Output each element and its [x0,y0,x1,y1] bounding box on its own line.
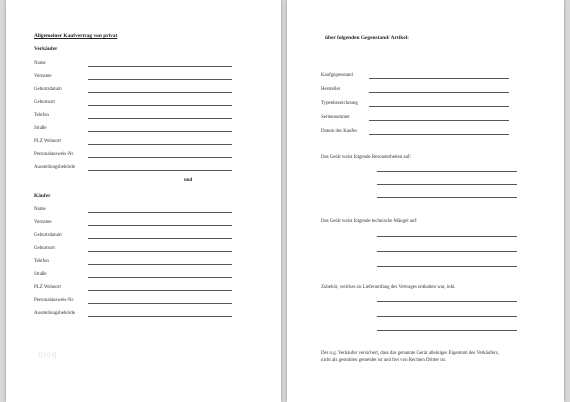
footer-declaration-1: Der o.g. Verkäufer versichert, dass das genannte Gerät alleiniges Eigentum des Verkäufers, [321,351,499,356]
accessories-line [377,330,517,331]
seller-field-line [88,144,232,145]
buyer-field-line [88,277,232,278]
item-field-label: Seriennummer [321,115,350,120]
seller-field-label: Name [34,61,46,66]
item-field-label: Typenbezeichnung [321,101,358,106]
buyer-field-label: Ausstellungsbehörde [34,311,76,316]
buyer-field-line [88,264,232,265]
buyer-heading: Käufer [34,193,51,199]
seller-field-line [88,66,232,67]
seller-field-label: PLZ Wohnort [34,139,61,144]
buyer-field-label: Telefon [34,259,49,264]
buyer-field-line [88,251,232,252]
buyer-field-line [88,225,232,226]
defects-line [377,236,517,237]
special-features-line [377,171,517,172]
seller-field-line [88,118,232,119]
seller-field-label: Geburtsort [34,100,55,105]
seller-field-line [88,92,232,93]
item-title: über folgenden Gegenstand/ Artikel: [325,35,409,41]
seller-field-line [88,79,232,80]
buyer-field-line [88,238,232,239]
seller-field-line [88,131,232,132]
special-features-line [377,184,517,185]
buyer-field-label: PLZ Wohnort [34,285,61,290]
watermark: blog [38,350,58,359]
special-features-line [377,197,517,198]
item-field-line [369,78,509,79]
accessories-label: Zubehör, welches zu Lieferumfang des Vertrages enthalten war, inkl. [321,285,456,290]
buyer-field-label: Straße [34,272,47,277]
item-field-line [369,120,509,121]
seller-field-label: Personalausweis-Nr. [34,152,75,157]
item-field-line [369,106,509,107]
seller-field-label: Straße [34,126,47,131]
accessories-line [377,316,517,317]
buyer-field-label: Name [34,207,46,212]
seller-field-label: Telefon [34,113,49,118]
item-field-line [369,134,509,135]
special-features-label: Das Gerät weist folgende Besonderheiten auf: [321,155,412,160]
seller-field-line [88,170,232,171]
accessories-line [377,301,517,302]
buyer-field-line [88,290,232,291]
item-field-label: Kaufgegenstand [321,73,353,78]
contract-title: Allgemeiner Kaufvertrag von privat [34,33,118,39]
buyer-field-label: Vorname [34,220,52,225]
buyer-field-line [88,316,232,317]
buyer-field-line [88,212,232,213]
item-field-label: Datum des Kaufes [321,129,358,134]
seller-field-label: Ausstellungsbehörde [34,165,76,170]
buyer-field-label: Geburtsort [34,246,55,251]
buyer-field-label: Geburtsdatum [34,233,62,238]
and-label: und [184,178,193,183]
buyer-field-line [88,303,232,304]
buyer-field-label: Personalausweis-Nr. [34,298,75,303]
seller-field-label: Vorname [34,74,52,79]
seller-field-label: Geburtsdatum [34,87,62,92]
seller-heading: Verkäufer [34,46,58,52]
right-page [287,0,564,402]
seller-field-line [88,105,232,106]
item-field-line [369,92,509,93]
footer-declaration-2: nicht als gestohlen gemeldet ist und frei von Rechten Dritter ist. [321,358,447,363]
left-page [6,0,281,402]
defects-line [377,266,517,267]
defects-label: Das Gerät weist folgende technische Mängel auf: [321,219,418,224]
item-field-label: Hersteller [321,87,341,92]
defects-line [377,251,517,252]
seller-field-line [88,157,232,158]
